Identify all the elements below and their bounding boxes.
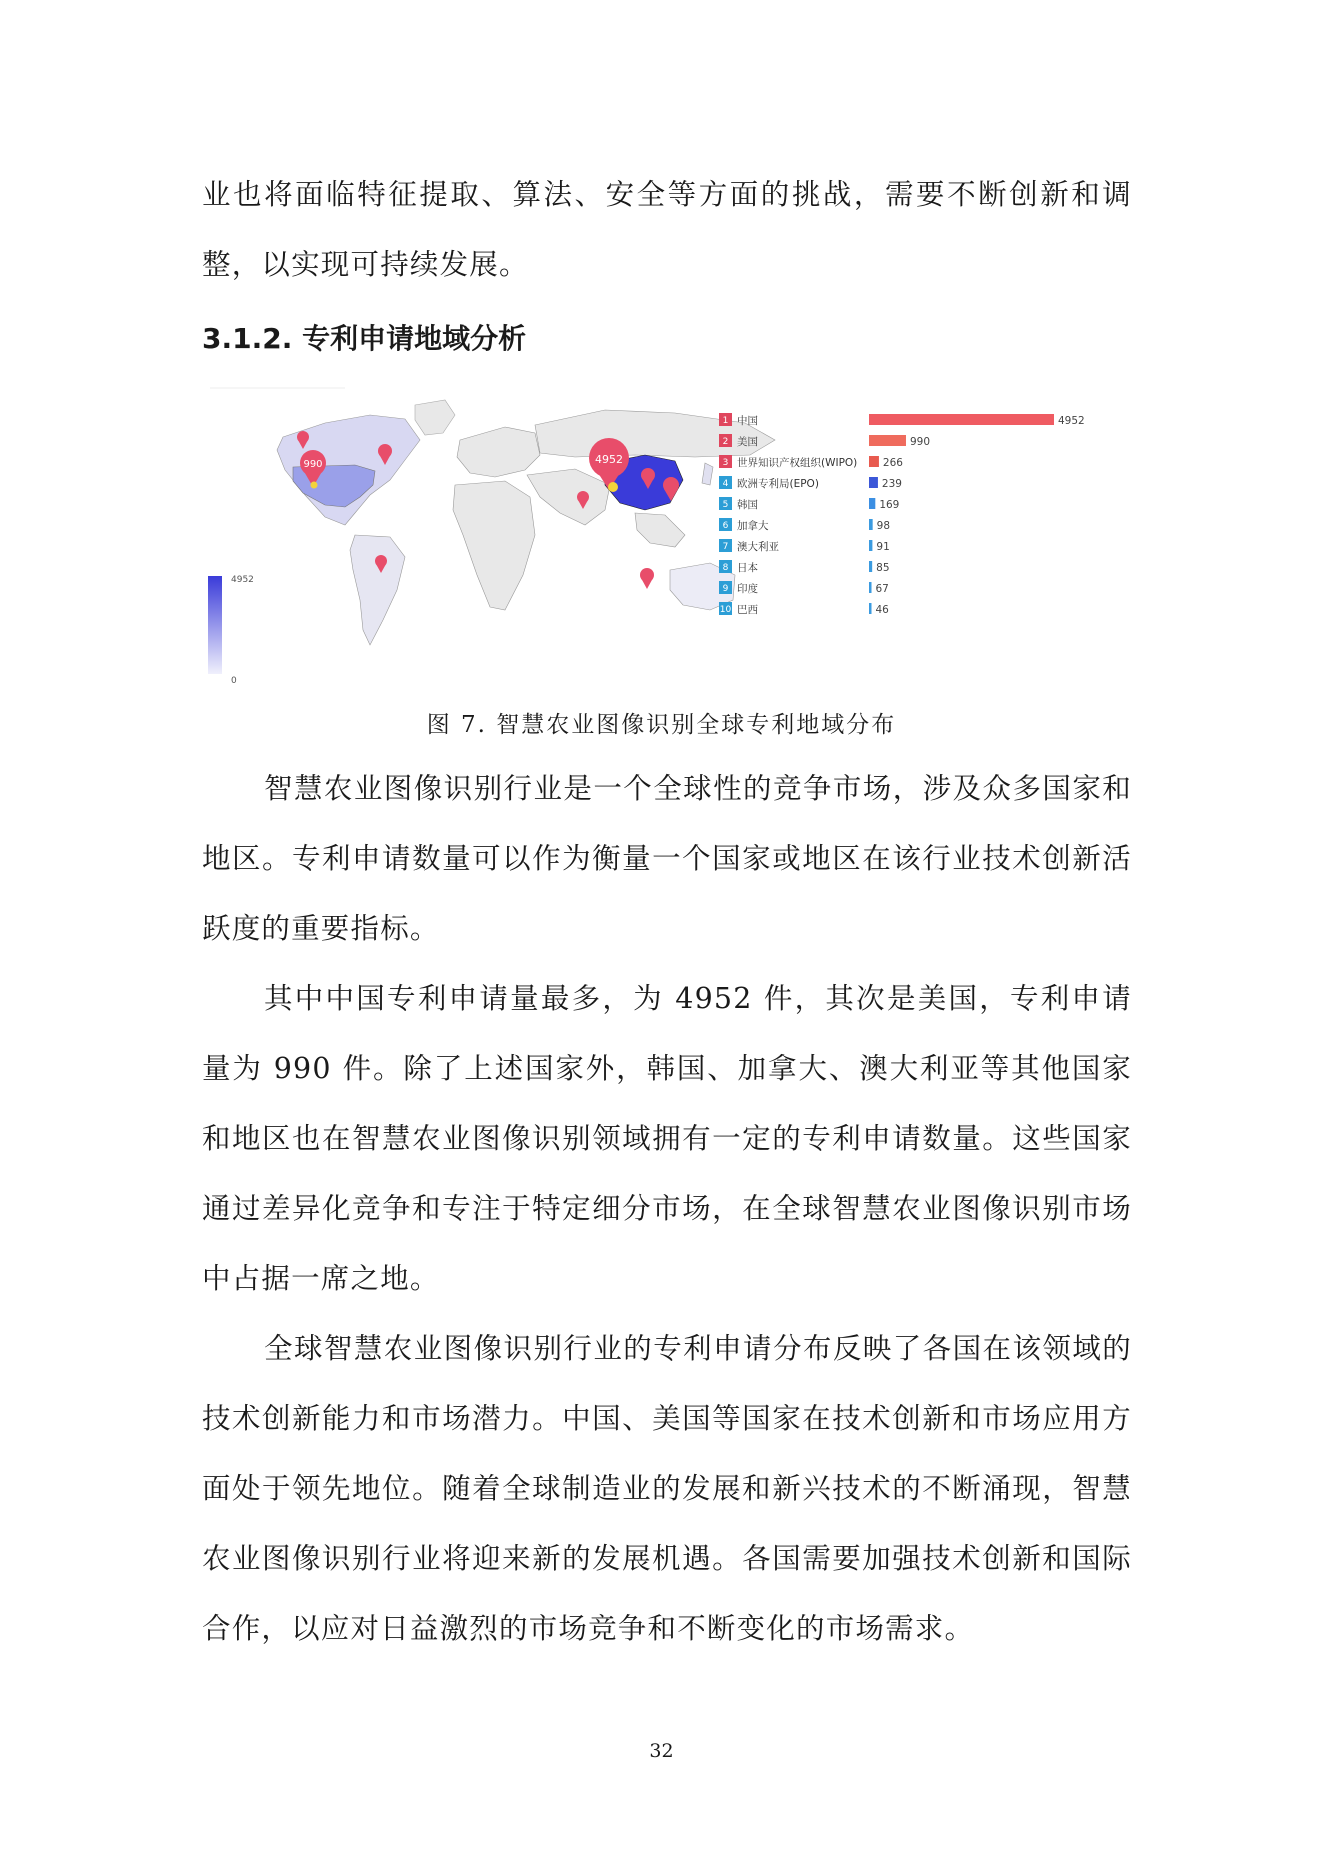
patent-figure	[205, 385, 1105, 695]
figure-caption: 图 7. 智慧农业图像识别全球专利地域分布	[426, 712, 897, 738]
body-paragraph-2: 其中中国专利申请量最多，为 4952 件，其次是美国，专利申请量为 990 件。除了上述国家外，韩国、加拿大、澳大利亚等其他国家和地区也在智慧农业图像识别领域拥有一定的专利申请数量。这些国家通过差异化竞争和专注于特定细分市场，在全球智慧农业图像识别市场中占据一席之地。	[202, 982, 1132, 1295]
rank-number: 2	[722, 437, 729, 447]
map-marker-china-label: 4952	[595, 453, 623, 466]
legend-row	[719, 539, 890, 553]
map-japan	[702, 463, 713, 485]
world-map	[277, 400, 775, 645]
legend-row	[719, 497, 899, 511]
category-label: 印度	[737, 583, 758, 595]
value-label: 85	[876, 562, 890, 574]
rank-number: 7	[722, 542, 729, 552]
bar	[869, 561, 872, 572]
patent-chart	[205, 385, 1105, 695]
rank-number: 3	[722, 458, 729, 468]
map-legend-gradient	[208, 576, 222, 674]
legend-row	[719, 560, 890, 574]
intro-paragraph: 业也将面临特征提取、算法、安全等方面的挑战，需要不断创新和调整，以实现可持续发展。	[202, 178, 1132, 281]
map-south-asia	[527, 469, 610, 525]
category-label: 中国	[737, 415, 758, 427]
map-africa	[453, 481, 535, 610]
body-paragraph-1: 智慧农业图像识别行业是一个全球性的竞争市场，涉及众多国家和地区。专利申请数量可以作为衡量一个国家或地区在该行业技术创新活跃度的重要指标。	[202, 772, 1132, 945]
value-label: 4952	[1058, 415, 1085, 427]
bar	[869, 540, 872, 551]
value-label: 239	[881, 478, 902, 490]
bar	[869, 456, 879, 467]
category-label: 加拿大	[737, 520, 769, 532]
value-label: 46	[875, 604, 889, 616]
rank-number: 6	[722, 521, 729, 531]
map-legend-max: 4952	[231, 575, 254, 585]
bar	[869, 603, 872, 614]
map-south-america	[350, 535, 405, 645]
map-legend-min: 0	[231, 676, 237, 686]
legend-row	[719, 455, 903, 469]
category-label: 欧洲专利局(EPO)	[737, 478, 819, 490]
bar	[869, 519, 873, 530]
body-paragraph-3: 全球智慧农业图像识别行业的专利申请分布反映了各国在该领域的技术创新能力和市场潜力。中国、美国等国家在技术创新和市场应用方面处于领先地位。随着全球制造业的发展和新兴技术的不断涌现，智慧农业图像识别行业将迎来新的发展机遇。各国需要加强技术创新和国际合作，以应对日益激烈的市场竞争和不断变化的市场需求。	[202, 1332, 1132, 1645]
rank-number: 9	[722, 584, 729, 594]
bar	[869, 498, 875, 509]
rank-number: 1	[722, 416, 729, 426]
legend-row	[719, 602, 889, 616]
value-label: 91	[876, 541, 890, 553]
rank-number: 4	[722, 479, 729, 489]
category-label: 世界知识产权组织(WIPO)	[737, 457, 858, 469]
map-europe	[457, 427, 540, 477]
bar	[869, 435, 906, 446]
section-heading: 3.1.2. 专利申请地域分析	[202, 322, 527, 355]
legend-row	[719, 581, 889, 595]
rank-number: 10	[719, 605, 732, 615]
value-label: 98	[876, 520, 891, 532]
legend-row	[719, 476, 902, 490]
bar	[869, 414, 1054, 425]
category-label: 日本	[737, 562, 758, 574]
category-label: 韩国	[737, 499, 758, 511]
rank-number: 5	[722, 500, 729, 510]
category-label: 美国	[737, 436, 758, 448]
map-marker-australia	[640, 568, 654, 589]
value-label: 169	[879, 499, 900, 511]
map-southeast-asia	[635, 513, 685, 547]
legend-row	[719, 413, 1085, 427]
bar-chart	[719, 413, 1085, 616]
page-number: 32	[649, 1740, 674, 1762]
value-label: 67	[875, 583, 889, 595]
bar	[869, 582, 872, 593]
value-label: 990	[909, 436, 931, 448]
category-label: 澳大利亚	[737, 541, 779, 553]
map-marker-usa-label: 990	[303, 459, 323, 470]
bar	[869, 477, 878, 488]
category-label: 巴西	[737, 604, 758, 616]
value-label: 266	[882, 457, 903, 469]
rank-number: 8	[722, 563, 729, 573]
map-greenland	[415, 400, 455, 435]
legend-row	[719, 434, 930, 448]
legend-row	[719, 518, 890, 532]
